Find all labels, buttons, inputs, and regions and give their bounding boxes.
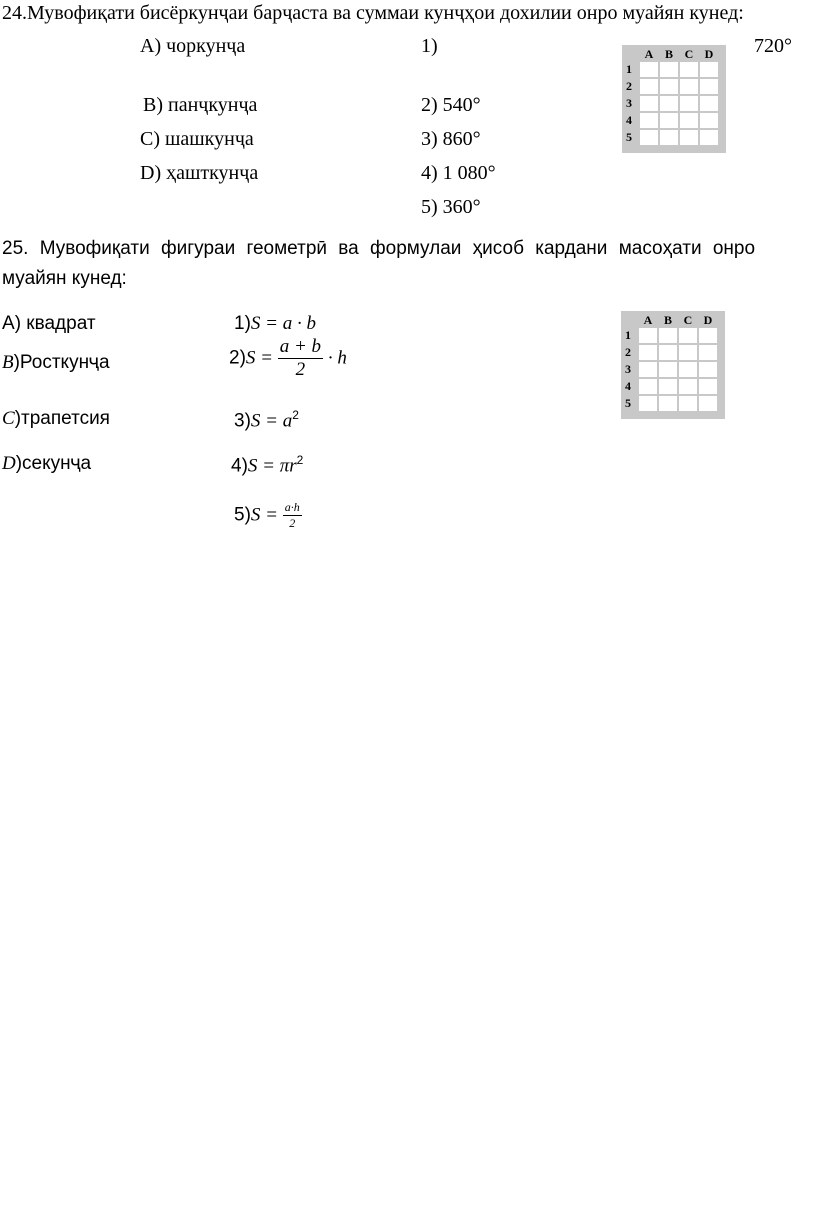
grid-col-label: D xyxy=(704,47,714,61)
grid-answer-cell[interactable] xyxy=(699,345,717,360)
grid-row-label: 4 xyxy=(626,113,632,127)
grid-answer-cell[interactable] xyxy=(639,345,657,360)
grid-answer-cell[interactable] xyxy=(680,62,698,77)
grid-answer-cell[interactable] xyxy=(680,96,698,111)
q24-option-c: C) шашкунҷа xyxy=(140,128,254,150)
grid-answer-cell[interactable] xyxy=(700,113,718,128)
grid-answer-cell[interactable] xyxy=(640,130,658,145)
formula-3: $3)S = a^2$ xyxy=(234,408,299,432)
grid-answer-cell[interactable] xyxy=(700,96,718,111)
q25-option-b: B)Росткунҷа xyxy=(2,352,110,373)
q25-title-line2: муайян кунед: xyxy=(2,268,127,289)
q24-option-b: B) панҷкунҷа xyxy=(143,94,258,116)
q24-answer-4: 4) 1 080° xyxy=(421,162,496,184)
grid-row-label: 3 xyxy=(626,96,632,110)
grid-answer-cell[interactable] xyxy=(699,328,717,343)
grid-answer-cell[interactable] xyxy=(660,79,678,94)
grid-answer-cell[interactable] xyxy=(659,328,677,343)
grid-answer-cell[interactable] xyxy=(660,113,678,128)
grid-answer-cell[interactable] xyxy=(700,79,718,94)
grid-row-label: 1 xyxy=(625,328,631,342)
grid-row-label: 2 xyxy=(626,79,632,93)
formula-5: 5)S = $\frac{a\cdot h}{2}$ xyxy=(234,500,300,530)
grid-answer-cell[interactable] xyxy=(700,62,718,77)
grid-answer-cell[interactable] xyxy=(699,362,717,377)
grid-answer-cell[interactable] xyxy=(639,379,657,394)
grid-answer-cell[interactable] xyxy=(699,396,717,411)
grid-col-label: A xyxy=(643,313,653,327)
q24-answer-3: 3) 860° xyxy=(421,128,481,150)
formula-4: $4)S = \pi r^2$ xyxy=(231,453,304,477)
grid-row-label: 1 xyxy=(626,62,632,76)
grid-answer-cell[interactable] xyxy=(700,130,718,145)
formula-2: 2)S = $\frac{a + b}{2}$ · h xyxy=(229,336,347,380)
grid-answer-cell[interactable] xyxy=(639,328,657,343)
q25-option-c: C)трапетсия xyxy=(2,408,110,429)
q25-answer-grid xyxy=(621,311,725,419)
grid-answer-cell[interactable] xyxy=(680,113,698,128)
grid-answer-cell[interactable] xyxy=(679,328,697,343)
grid-answer-cell[interactable] xyxy=(659,379,677,394)
grid-col-label: C xyxy=(683,313,693,327)
q25-option-d: D)секунҷа xyxy=(2,453,92,474)
q24-answer-5: 5) 360° xyxy=(421,196,481,218)
grid-answer-cell[interactable] xyxy=(680,79,698,94)
grid-answer-cell[interactable] xyxy=(660,62,678,77)
grid-answer-cell[interactable] xyxy=(639,362,657,377)
q24-answer-grid xyxy=(622,45,726,153)
grid-col-label: A xyxy=(644,47,654,61)
formula-1: 1)S = a · b xyxy=(234,313,316,334)
grid-answer-cell[interactable] xyxy=(640,79,658,94)
grid-row-label: 2 xyxy=(625,345,631,359)
grid-answer-cell[interactable] xyxy=(679,362,697,377)
grid-answer-cell[interactable] xyxy=(660,130,678,145)
grid-row-label: 3 xyxy=(625,362,631,376)
grid-row-label: 5 xyxy=(626,130,632,144)
grid-answer-cell[interactable] xyxy=(699,379,717,394)
grid-answer-cell[interactable] xyxy=(679,379,697,394)
grid-answer-cell[interactable] xyxy=(680,130,698,145)
q24-option-a: A) чоркунҷа xyxy=(140,35,246,57)
grid-answer-cell[interactable] xyxy=(679,396,697,411)
grid-col-label: B xyxy=(664,47,673,61)
grid-answer-cell[interactable] xyxy=(679,345,697,360)
q24-title: 24.Мувофиқати бисёркунҷаи барҷаста ва суммаи кунҷҳои дохилии онро муайян кунед: xyxy=(2,2,744,24)
grid-row-label: 5 xyxy=(625,396,631,410)
grid-answer-cell[interactable] xyxy=(659,362,677,377)
grid-col-label: D xyxy=(703,313,713,327)
q24-detached-value: 720° xyxy=(754,35,792,57)
grid-row-label: 4 xyxy=(625,379,631,393)
grid-answer-cell[interactable] xyxy=(639,396,657,411)
grid-col-label: B xyxy=(663,313,672,327)
q25-option-a: A) квадрат xyxy=(2,313,96,334)
grid-answer-cell[interactable] xyxy=(640,96,658,111)
q24-answer-2: 2) 540° xyxy=(421,94,481,116)
q24-option-d: D) ҳашткунҷа xyxy=(140,162,259,184)
q25-title-line1: 25. Мувофиқати фигураи геометрӣ ва формулаи ҳисоб кардани масоҳати онро xyxy=(2,238,756,259)
grid-answer-cell[interactable] xyxy=(659,345,677,360)
grid-answer-cell[interactable] xyxy=(640,62,658,77)
grid-answer-cell[interactable] xyxy=(659,396,677,411)
q24-answer-1: 1) xyxy=(421,35,438,57)
grid-answer-cell[interactable] xyxy=(640,113,658,128)
grid-answer-cell[interactable] xyxy=(660,96,678,111)
grid-col-label: C xyxy=(684,47,694,61)
